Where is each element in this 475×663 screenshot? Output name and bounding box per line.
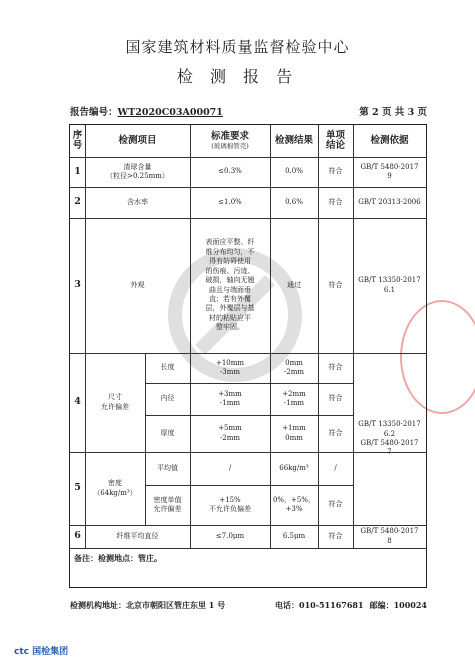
header-standard-label: 标准要求 — [210, 131, 249, 143]
footer-phone: 电话：010-51167681 — [275, 600, 364, 610]
header-item: 检测项目 — [118, 134, 157, 146]
row1-seq: 1 — [74, 165, 81, 177]
row5-average-verdict: / — [334, 463, 337, 472]
row5-deviation-result: 0%，+5%， +3% — [272, 495, 316, 513]
row3-item: 外观 — [130, 280, 145, 289]
row5-sub-average: 平均值 — [157, 463, 178, 472]
row3-seq: 3 — [74, 279, 81, 291]
test-results-table — [69, 124, 427, 588]
header-seq: 序 号 — [72, 129, 83, 151]
row5-deviation-verdict: 符合 — [328, 500, 343, 509]
row5-sub-deviation: 密度单值 允许偏差 — [153, 495, 182, 513]
row4-length-std: +10mm -3mm — [215, 358, 245, 376]
row1-std: ≤0.3% — [218, 167, 242, 176]
row6-std: ≤7.0μm — [215, 531, 245, 540]
row4-item: 尺寸 允许偏差 — [101, 393, 129, 411]
row2-item: 含水率 — [127, 197, 148, 206]
row2-basis: GB/T 20313-2006 — [358, 197, 421, 206]
row6-item: 纤维平均直径 — [116, 531, 159, 540]
header-result: 检测结果 — [274, 134, 313, 146]
row4-inner-verdict: 符合 — [328, 394, 343, 403]
row5-item: 密度 （64kg/m³） — [93, 479, 137, 497]
row6-verdict: 符合 — [328, 531, 343, 540]
row4-inner-std: +3mm -1mm — [218, 389, 242, 407]
row5-seq: 5 — [74, 482, 81, 494]
report-number-line — [70, 104, 427, 118]
row4-length-verdict: 符合 — [328, 363, 343, 372]
report-number: WT2020C03A00071 — [117, 107, 223, 118]
row1-basis: GB/T 5480-2017 9 — [360, 162, 419, 180]
row1-verdict: 符合 — [328, 167, 343, 176]
row3-result: 通过 — [287, 280, 301, 289]
row3-std: 表面应平整、纤 维分布均匀，不 得有妨碍使用 的伤痕、污迹、 破损，轴向无翘 曲且与端面垂 直；若有外覆 层，外覆层与基 材的粘贴应平 整牢固。 — [205, 238, 255, 332]
row4-5-basis: GB/T 13350-2017 6.2 GB/T 5480-2017 7 — [358, 420, 421, 457]
header-standard-note: (玻璃棉管壳) — [211, 141, 249, 150]
row6-basis: GB/T 5480-2017 8 — [360, 527, 419, 545]
row4-sub-thickness: 厚度 — [160, 428, 175, 437]
remark: 备注：检测地点：管庄。 — [74, 552, 162, 563]
row4-sub-inner-diameter: 内径 — [160, 394, 175, 403]
row4-inner-result: +2mm -1mm — [282, 389, 306, 407]
row4-thickness-std: +5mm -2mm — [218, 424, 242, 442]
row2-seq: 2 — [74, 196, 81, 208]
row5-deviation-std: +15% 不允许负偏差 — [209, 495, 251, 513]
row4-thickness-verdict: 符合 — [328, 428, 343, 437]
row5-average-std: / — [228, 463, 232, 472]
row4-thickness-result: +1mm 0mm — [282, 424, 306, 442]
row1-result: 0.0% — [285, 167, 303, 176]
row2-result: 0.6% — [285, 197, 303, 206]
row3-basis: GB/T 13350-2017 6.1 — [358, 276, 421, 294]
row2-std: ≤1.0% — [218, 197, 242, 206]
header-basis: 检测依据 — [370, 134, 409, 146]
footer-postcode: 邮编：100024 — [369, 600, 427, 610]
org-title: 国家建筑材料质量监督检验中心 — [125, 38, 350, 56]
row5-average-result: 66kg/m³ — [279, 463, 309, 472]
doc-title: 检 测 报 告 — [176, 67, 299, 86]
row2-verdict: 符合 — [328, 197, 343, 206]
page-indicator: 第 2 页 共 3 页 — [359, 107, 427, 118]
header-verdict: 单项 结论 — [325, 129, 345, 151]
row3-verdict: 符合 — [328, 280, 343, 289]
row1-item: 渣球含量 （粒径>0.25mm） — [106, 162, 169, 180]
report-number-label: 报告编号： — [70, 107, 118, 118]
row4-length-result: 0mm -2mm — [283, 358, 305, 376]
header-standard — [190, 125, 270, 157]
footer-address: 检测机构地址：北京市朝阳区管庄东里 1 号 — [70, 600, 226, 610]
row4-sub-length: 长度 — [160, 363, 175, 372]
ctc-logo: ctc 国检集团 — [14, 647, 69, 657]
row4-seq: 4 — [74, 396, 81, 408]
row6-result: 6.5μm — [282, 531, 306, 540]
row6-seq: 6 — [74, 530, 81, 542]
